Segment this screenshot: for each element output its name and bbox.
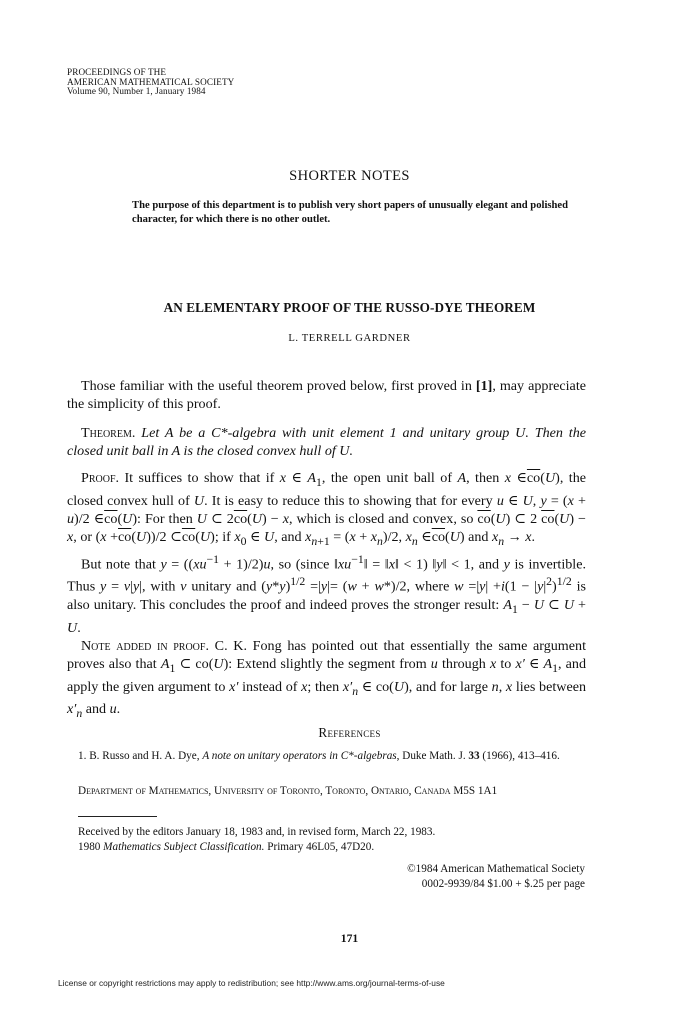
reference-volume: 33 <box>468 750 480 762</box>
reference-authors: B. Russo and H. A. Dye, <box>89 750 203 762</box>
reference-title: A note on unitary operators in C*-algebras <box>202 750 397 762</box>
msc-label: Mathematics Subject Classification. <box>103 840 265 853</box>
copyright-line: ©1984 American Mathematical Society <box>407 863 585 875</box>
note-label: Note added in proof. <box>81 637 209 654</box>
footnotes <box>78 825 435 854</box>
issn-price-line: 0002-9939/84 $1.00 + $.25 per page <box>421 877 585 890</box>
journal-name-line2: AMERICAN MATHEMATICAL SOCIETY <box>67 76 235 87</box>
journal-header <box>67 68 234 97</box>
note-paragraph: Note added in proof. C. K. Fong has pointed out that essentially the same argument proves also that $A_1$ ⊂ co(U): Extend slightly the segment from u through x to x′ ∈ $A_1$, and apply the given argument to x′ instead of x; then $x'_n$ ∈ co(U), and for large n, x lies between $x'_n$ and u. <box>67 637 587 721</box>
proof-label: Proof. <box>81 470 120 486</box>
section-title: SHORTER NOTES <box>289 168 410 184</box>
reference-journal: , Duke Math. J. <box>396 750 469 762</box>
msc-classification <box>78 840 435 855</box>
author-affiliation: Department of Mathematics, University of Toronto, Toronto, Ontario, Canada M5S 1A1 <box>78 785 498 797</box>
intro-text-a: Those familiar with the useful theorem proved below, first proved in <box>81 378 476 394</box>
section-purpose: The purpose of this department is to publish very short papers of unusually elegant and polished character, for which there is no other outlet. <box>132 200 568 225</box>
proof-text: Proof. It suffices to show that if x ∈ $A_1$, the open unit ball of A, then x $\in\overline{co}(U)$, the closed convex hull of U. It is easy to reduce this to showing that for every u ∈ U, y = (x + u)/2 $\in\overline{co}(U)$: For then U ⊂ $2\overline{co}(U) - x$, which is closed and convex, so $\overline{co}(U)$ ⊂ 2 $\overline{co}(U) - x$, or $(x +\overline{co}(U))/2$ $\subset\overline{co}(U)$; if $x_0$ ∈ U, and $x_{n+1} = (x + x_n)/2$, $x_n$ $\in\overline{co}(U)$ and $x_n \to x$. <box>67 470 587 548</box>
intro-text-b: , may appreciate the simplicity of this proof. <box>67 378 586 412</box>
reference-pages: (1966), 413–416. <box>479 750 560 762</box>
article-title: AN ELEMENTARY PROOF OF THE RUSSO-DYE THEOREM <box>163 300 536 315</box>
theorem-paragraph <box>67 424 586 460</box>
reference-number: 1. <box>78 750 87 762</box>
references-title: References <box>318 725 381 740</box>
theorem-label: Theorem. <box>81 425 136 441</box>
reference-item <box>78 749 586 764</box>
theorem-statement: Let A be a C*-algebra with unit element 1 and unitary group U. Then the closed unit ball in A is the closed convex hull of U. <box>67 425 586 459</box>
proof-continuation: But note that $y = ((xu^{-1} + 1)/2)u$, so (since $‖xu^{-1}‖$ = ‖x‖ < 1) ‖y‖ < 1, and y is invertible. Thus y = v|y|, with v unitary and $(y*y)^{1/2} =|y|= (w + w*)/2$, where $w =|y| +i(1 - |y|^2)^{1/2}$ is also unitary. This concludes the proof and indeed proves the stronger result: $A_1 - U$ ⊂ U + U. <box>67 552 586 636</box>
footnote-divider <box>78 816 157 817</box>
page-number: 171 <box>340 932 359 945</box>
intro-paragraph <box>67 377 586 413</box>
license-notice: License or copyright restrictions may apply to redistribution; see http://www.ams.org/journal-terms-of-use <box>58 978 445 988</box>
proof-paragraph <box>67 469 586 723</box>
msc-codes: Primary 46L05, 47D20. <box>264 840 375 853</box>
msc-year: 1980 <box>78 840 104 853</box>
intro-citation: [1] <box>475 378 493 394</box>
journal-volume: Volume 90, Number 1, January 1984 <box>67 86 206 97</box>
journal-name-line1: PROCEEDINGS OF THE <box>67 67 167 77</box>
copyright-block <box>300 862 585 891</box>
received-date: Received by the editors January 18, 1983 and, in revised form, March 22, 1983. <box>78 826 436 838</box>
article-author: L. TERRELL GARDNER <box>288 333 411 344</box>
